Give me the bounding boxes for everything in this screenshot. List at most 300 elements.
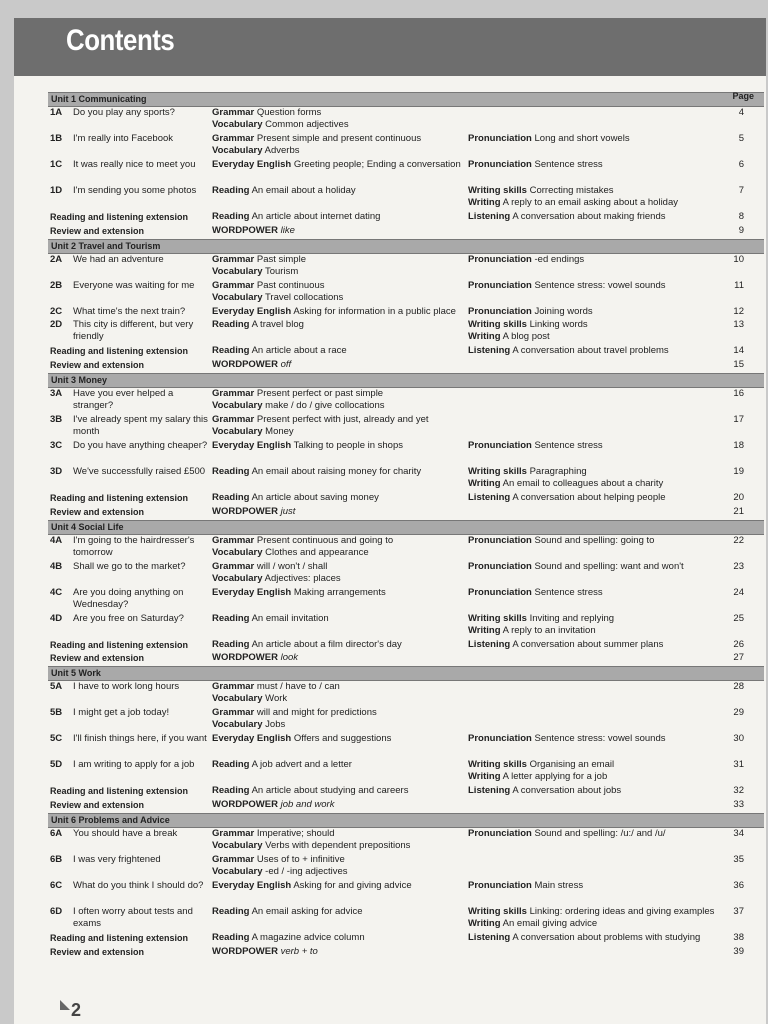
- extension-row: [48, 225, 764, 239]
- topic-text: Sentence stress: [531, 586, 603, 598]
- topic-label: WORDPOWER: [212, 798, 278, 810]
- topic-text: A reply to an invitation: [500, 624, 596, 636]
- page-ref: 21: [733, 505, 744, 517]
- topic-line: [468, 478, 728, 490]
- topic-line: [468, 211, 728, 223]
- topic-line: [212, 880, 472, 892]
- lesson-title: Are you free on Saturday?: [73, 612, 184, 624]
- grammar-column: [212, 133, 472, 157]
- page-ref: 9: [738, 224, 744, 236]
- grammar-column: [212, 652, 472, 664]
- topic-line: [468, 785, 728, 797]
- extension-title: Reading and listening extension: [50, 932, 189, 943]
- skills-column: [468, 587, 728, 599]
- topic-label: Pronunciation: [468, 586, 532, 598]
- topic-text: Organising an email: [526, 759, 615, 771]
- topic-text: Sound and spelling: want and won't: [531, 560, 684, 572]
- topic-label: Reading: [212, 465, 250, 477]
- topic-text: Long and short vowels: [531, 133, 630, 144]
- topic-line: [212, 492, 472, 504]
- page-ref: 31: [733, 759, 744, 771]
- topic-line: [212, 799, 472, 811]
- topic-label: Grammar: [212, 534, 255, 546]
- topic-line: [468, 759, 728, 771]
- skills-column: [468, 211, 728, 223]
- topic-text: Imperative; should: [254, 827, 335, 839]
- topic-line: [212, 225, 472, 237]
- lesson-title: It was really nice to meet you: [73, 159, 196, 170]
- topic-line: [212, 613, 472, 625]
- topic-line: [468, 880, 728, 892]
- topic-line: [212, 400, 472, 412]
- grammar-column: [212, 561, 472, 585]
- topic-line: [212, 306, 472, 318]
- topic-text: Sentence stress: [531, 159, 603, 170]
- topic-text: Talking to people in shops: [291, 439, 403, 451]
- lesson-code: 6C: [50, 879, 63, 891]
- topic-line: [212, 254, 472, 266]
- grammar-column: [212, 828, 472, 852]
- lesson-row: [48, 440, 764, 466]
- topic-text: Uses of to + infinitive: [254, 853, 345, 865]
- topic-text: A conversation about jobs: [510, 785, 622, 797]
- topic-label: Writing: [468, 624, 501, 636]
- lesson-code: 1C: [50, 159, 63, 170]
- page-ref: 16: [733, 387, 744, 399]
- topic-line: [212, 932, 472, 944]
- topic-text: Money: [262, 425, 294, 437]
- lesson-title: I often worry about tests and exams: [73, 905, 193, 929]
- topic-line: [212, 587, 472, 599]
- topic-label: Pronunciation: [468, 305, 532, 317]
- grammar-column: [212, 759, 472, 771]
- lesson-code: 4A: [50, 534, 63, 546]
- topic-text: An article about saving money: [249, 491, 379, 503]
- topic-label: Reading: [212, 785, 250, 797]
- topic-line: [468, 906, 728, 918]
- topic-text: A conversation about travel problems: [510, 345, 669, 357]
- topic-line: [468, 932, 728, 944]
- extension-row: [48, 345, 764, 359]
- topic-line: [468, 306, 728, 318]
- page-ref: 12: [733, 305, 744, 317]
- topic-label: Listening: [468, 785, 511, 797]
- topic-text: Work: [262, 693, 288, 705]
- unit-header: [48, 92, 764, 107]
- lesson-title: I am writing to apply for a job: [73, 759, 195, 771]
- skills-column: [468, 440, 728, 452]
- lesson-code: 2D: [50, 319, 63, 331]
- topic-line: [468, 440, 728, 452]
- skills-column: [468, 466, 728, 490]
- grammar-column: [212, 906, 472, 918]
- lesson-code: 1D: [50, 185, 63, 196]
- topic-line: [212, 107, 472, 119]
- topic-label: Pronunciation: [468, 253, 532, 265]
- grammar-column: [212, 319, 472, 331]
- page-ref: 22: [733, 534, 744, 546]
- topic-text: Sentence stress: vowel sounds: [531, 279, 666, 291]
- topic-label: Pronunciation: [468, 279, 532, 291]
- unit-title: Unit 5 Work: [51, 668, 101, 679]
- topic-text: Adverbs: [262, 145, 300, 156]
- topic-text: Asking for and giving advice: [291, 879, 412, 891]
- page-ref: 4: [738, 107, 744, 118]
- topic-line: [468, 254, 728, 266]
- topic-text: A job advert and a letter: [249, 759, 352, 771]
- topic-label: Writing: [468, 197, 501, 208]
- extension-title: Reading and listening extension: [50, 786, 189, 797]
- lesson-row: [48, 254, 764, 280]
- page-number: 2: [71, 1000, 82, 1020]
- topic-text: A conversation about making friends: [510, 211, 666, 222]
- skills-column: [468, 345, 728, 357]
- topic-label: Pronunciation: [468, 159, 532, 170]
- grammar-column: [212, 107, 472, 131]
- page-ref: 14: [733, 345, 744, 357]
- page-ref: 6: [738, 159, 744, 170]
- topic-text: will / won't / shall: [254, 560, 328, 572]
- page-ref: 34: [733, 827, 744, 839]
- lesson-code: 1B: [50, 133, 63, 144]
- lesson-row: [48, 733, 764, 759]
- grammar-column: [212, 946, 472, 958]
- topic-line: [212, 681, 472, 693]
- page-ref: 5: [738, 133, 744, 144]
- page-ref: 20: [733, 491, 744, 503]
- topic-label: Reading: [212, 185, 250, 196]
- topic-label: Grammar: [212, 413, 255, 425]
- topic-line: [468, 280, 728, 292]
- topic-line: [468, 918, 728, 930]
- skills-column: [468, 613, 728, 637]
- topic-label: Vocabulary: [212, 572, 263, 584]
- page-ref: 23: [733, 560, 744, 572]
- topic-line: [212, 466, 472, 478]
- topic-text: Present perfect with just, already and yet: [254, 413, 429, 425]
- topic-line: [212, 561, 472, 573]
- topic-text: An email asking for advice: [249, 905, 363, 917]
- lesson-row: [48, 319, 764, 345]
- topic-line: [212, 319, 472, 331]
- lesson-row: [48, 759, 764, 785]
- topic-line: [212, 785, 472, 797]
- topic-text: -ed endings: [531, 253, 585, 265]
- lesson-row: [48, 414, 764, 440]
- lesson-title: Everyone was waiting for me: [73, 279, 195, 291]
- topic-label: Everyday English: [212, 159, 292, 170]
- lesson-code: 2A: [50, 253, 63, 265]
- extension-row: [48, 946, 764, 960]
- lesson-title: I was very frightened: [73, 853, 161, 865]
- lesson-code: 3D: [50, 465, 63, 477]
- topic-label: Writing skills: [468, 612, 527, 624]
- page-ref: 25: [733, 612, 744, 624]
- page-ref: 11: [734, 279, 744, 291]
- page-ref: 28: [733, 681, 744, 693]
- topic-label: Reading: [212, 211, 250, 222]
- lesson-code: 5B: [50, 707, 63, 719]
- extension-row: [48, 359, 764, 373]
- grammar-column: [212, 613, 472, 625]
- topic-text: A conversation about summer plans: [510, 638, 664, 650]
- topic-line: [212, 414, 472, 426]
- page-number-footer: [60, 1000, 81, 1021]
- grammar-column: [212, 785, 472, 797]
- topic-line: [212, 506, 472, 518]
- lesson-code: 5A: [50, 681, 63, 693]
- page-ref: 36: [733, 879, 744, 891]
- page-ref: 17: [733, 413, 744, 425]
- extension-row: [48, 506, 764, 520]
- lesson-title: Have you ever helped a stranger?: [73, 387, 174, 411]
- lesson-title: We had an adventure: [73, 253, 164, 265]
- lesson-title: Do you play any sports?: [73, 107, 175, 118]
- lesson-row: [48, 159, 764, 185]
- topic-line: [212, 693, 472, 705]
- topic-text: make / do / give collocations: [262, 399, 385, 411]
- topic-line: [468, 331, 728, 343]
- extension-title: Review and extension: [50, 799, 145, 810]
- topic-text: look: [277, 652, 299, 664]
- lesson-row: [48, 828, 764, 854]
- topic-line: [468, 197, 728, 209]
- skills-column: [468, 759, 728, 783]
- page-ref: 27: [733, 652, 744, 664]
- page-ref: 37: [733, 905, 744, 917]
- skills-column: [468, 280, 728, 292]
- lesson-code: 6A: [50, 827, 63, 839]
- topic-text: Sound and spelling: /u:/ and /u/: [531, 827, 666, 839]
- lesson-code: 6D: [50, 905, 63, 917]
- topic-line: [212, 906, 472, 918]
- topic-label: Everyday English: [212, 586, 292, 598]
- grammar-column: [212, 506, 472, 518]
- lesson-row: [48, 880, 764, 906]
- topic-label: Reading: [212, 905, 250, 917]
- topic-label: Listening: [468, 211, 511, 222]
- topic-label: Grammar: [212, 827, 255, 839]
- topic-line: [212, 133, 472, 145]
- grammar-column: [212, 681, 472, 705]
- topic-label: Reading: [212, 638, 250, 650]
- topic-label: Reading: [212, 759, 250, 771]
- lesson-title: I've already spent my salary this month: [73, 413, 208, 437]
- topic-label: Grammar: [212, 107, 255, 118]
- topic-line: [212, 145, 472, 157]
- topic-label: Grammar: [212, 560, 255, 572]
- skills-column: [468, 932, 728, 944]
- topic-text: Making arrangements: [291, 586, 386, 598]
- unit-header: [48, 520, 764, 535]
- extension-row: [48, 211, 764, 225]
- page-ref: 29: [733, 707, 744, 719]
- grammar-column: [212, 932, 472, 944]
- skills-column: [468, 828, 728, 840]
- unit-title: Unit 1 Communicating: [51, 94, 147, 104]
- grammar-column: [212, 211, 472, 223]
- topic-line: [468, 733, 728, 745]
- topic-label: Grammar: [212, 853, 255, 865]
- lesson-row: [48, 707, 764, 733]
- extension-title: Review and extension: [50, 506, 145, 517]
- lesson-title: You should have a break: [73, 827, 178, 839]
- skills-column: [468, 733, 728, 745]
- extension-title: Review and extension: [50, 225, 145, 236]
- lesson-title: This city is different, but very friendly: [73, 319, 194, 343]
- topic-text: Sentence stress: [531, 439, 603, 451]
- topic-line: [212, 426, 472, 438]
- lesson-row: [48, 280, 764, 306]
- topic-line: [468, 345, 728, 357]
- topic-line: [212, 707, 472, 719]
- topic-label: Writing skills: [468, 465, 527, 477]
- topic-label: Grammar: [212, 253, 255, 265]
- topic-label: Grammar: [212, 707, 255, 719]
- lesson-title: I'm sending you some photos: [73, 185, 197, 196]
- topic-text: Travel collocations: [262, 291, 344, 303]
- topic-text: Jobs: [262, 719, 286, 731]
- extension-title: Reading and listening extension: [50, 492, 189, 503]
- topic-text: Past simple: [254, 253, 306, 265]
- topic-label: Pronunciation: [468, 534, 532, 546]
- skills-column: [468, 133, 728, 145]
- lesson-code: 1A: [50, 107, 63, 118]
- topic-label: Vocabulary: [212, 693, 263, 705]
- lesson-title: Do you have anything cheaper?: [73, 439, 208, 451]
- extension-title: Review and extension: [50, 653, 145, 664]
- topic-label: WORDPOWER: [212, 945, 278, 957]
- topic-label: WORDPOWER: [212, 359, 278, 371]
- topic-text: An article about internet dating: [249, 211, 381, 222]
- topic-label: WORDPOWER: [212, 505, 278, 517]
- topic-line: [468, 613, 728, 625]
- topic-line: [212, 185, 472, 197]
- lesson-code: 5C: [50, 733, 63, 745]
- topic-line: [212, 359, 472, 371]
- topic-label: Vocabulary: [212, 719, 263, 731]
- unit-header: [48, 666, 764, 681]
- topic-text: An article about studying and careers: [249, 785, 409, 797]
- grammar-column: [212, 185, 472, 197]
- topic-label: Vocabulary: [212, 145, 263, 156]
- lesson-code: 3A: [50, 387, 63, 399]
- lesson-row: [48, 388, 764, 414]
- topic-text: Correcting mistakes: [526, 185, 614, 196]
- topic-label: Vocabulary: [212, 119, 263, 130]
- topic-label: Grammar: [212, 681, 255, 693]
- skills-column: [468, 254, 728, 266]
- lesson-row: [48, 681, 764, 707]
- topic-text: Paragraphing: [526, 465, 587, 477]
- topic-text: off: [277, 359, 292, 371]
- topic-text: Asking for information in a public place: [291, 305, 456, 317]
- topic-line: [468, 535, 728, 547]
- topic-label: Everyday English: [212, 879, 292, 891]
- topic-label: Listening: [468, 491, 511, 503]
- topic-label: Reading: [212, 491, 250, 503]
- topic-label: Vocabulary: [212, 839, 263, 851]
- contents-table: [48, 92, 764, 959]
- topic-label: Pronunciation: [468, 827, 532, 839]
- page-ref: 39: [733, 945, 744, 957]
- topic-line: [212, 535, 472, 547]
- topic-text: job and work: [277, 798, 335, 810]
- topic-text: Clothes and appearance: [262, 546, 369, 558]
- topic-text: A letter applying for a job: [500, 771, 608, 783]
- extension-title: Reading and listening extension: [50, 639, 189, 650]
- lesson-row: [48, 133, 764, 159]
- topic-line: [212, 440, 472, 452]
- topic-text: Main stress: [531, 879, 584, 891]
- topic-label: Writing: [468, 477, 501, 489]
- topic-line: [468, 587, 728, 599]
- unit-title: Unit 2 Travel and Tourism: [51, 240, 161, 251]
- grammar-column: [212, 535, 472, 559]
- skills-column: [468, 639, 728, 651]
- lesson-code: 2C: [50, 305, 63, 317]
- lesson-row: [48, 107, 764, 133]
- topic-label: Writing: [468, 917, 501, 929]
- topic-text: Common adjectives: [262, 119, 349, 130]
- grammar-column: [212, 414, 472, 438]
- lesson-row: [48, 185, 764, 211]
- topic-line: [212, 854, 472, 866]
- topic-label: Grammar: [212, 133, 255, 144]
- topic-text: A conversation about helping people: [510, 491, 666, 503]
- page-column-header: Page: [732, 91, 754, 101]
- skills-column: [468, 306, 728, 318]
- topic-label: Listening: [468, 345, 511, 357]
- lesson-title: What time's the next train?: [73, 305, 186, 317]
- topic-text: Question forms: [254, 107, 322, 118]
- extension-title: Review and extension: [50, 946, 145, 957]
- topic-line: [212, 345, 472, 357]
- topic-line: [212, 828, 472, 840]
- topic-label: Pronunciation: [468, 560, 532, 572]
- page-ref: 19: [733, 465, 744, 477]
- topic-text: An email invitation: [249, 612, 329, 624]
- topic-line: [468, 133, 728, 145]
- topic-label: Vocabulary: [212, 425, 263, 437]
- topic-label: Everyday English: [212, 305, 292, 317]
- lesson-code: 6B: [50, 853, 63, 865]
- lesson-code: 4C: [50, 586, 63, 598]
- lesson-row: [48, 906, 764, 932]
- lesson-title: I'm really into Facebook: [73, 133, 174, 144]
- extension-row: [48, 932, 764, 946]
- unit-title: Unit 3 Money: [51, 374, 108, 385]
- grammar-column: [212, 440, 472, 452]
- topic-line: [212, 292, 472, 304]
- grammar-column: [212, 280, 472, 304]
- topic-line: [468, 466, 728, 478]
- topic-line: [468, 561, 728, 573]
- topic-text: Offers and suggestions: [291, 733, 392, 745]
- lesson-code: 5D: [50, 759, 63, 771]
- topic-text: An email to colleagues about a charity: [500, 477, 664, 489]
- grammar-column: [212, 254, 472, 278]
- skills-column: [468, 906, 728, 930]
- lesson-row: [48, 535, 764, 561]
- topic-line: [468, 771, 728, 783]
- lesson-title: Shall we go to the market?: [73, 560, 186, 572]
- page-ref: 32: [733, 785, 744, 797]
- topic-text: Inviting and replying: [526, 612, 615, 624]
- topic-label: Vocabulary: [212, 399, 263, 411]
- topic-label: Writing skills: [468, 185, 527, 196]
- extension-row: [48, 799, 764, 813]
